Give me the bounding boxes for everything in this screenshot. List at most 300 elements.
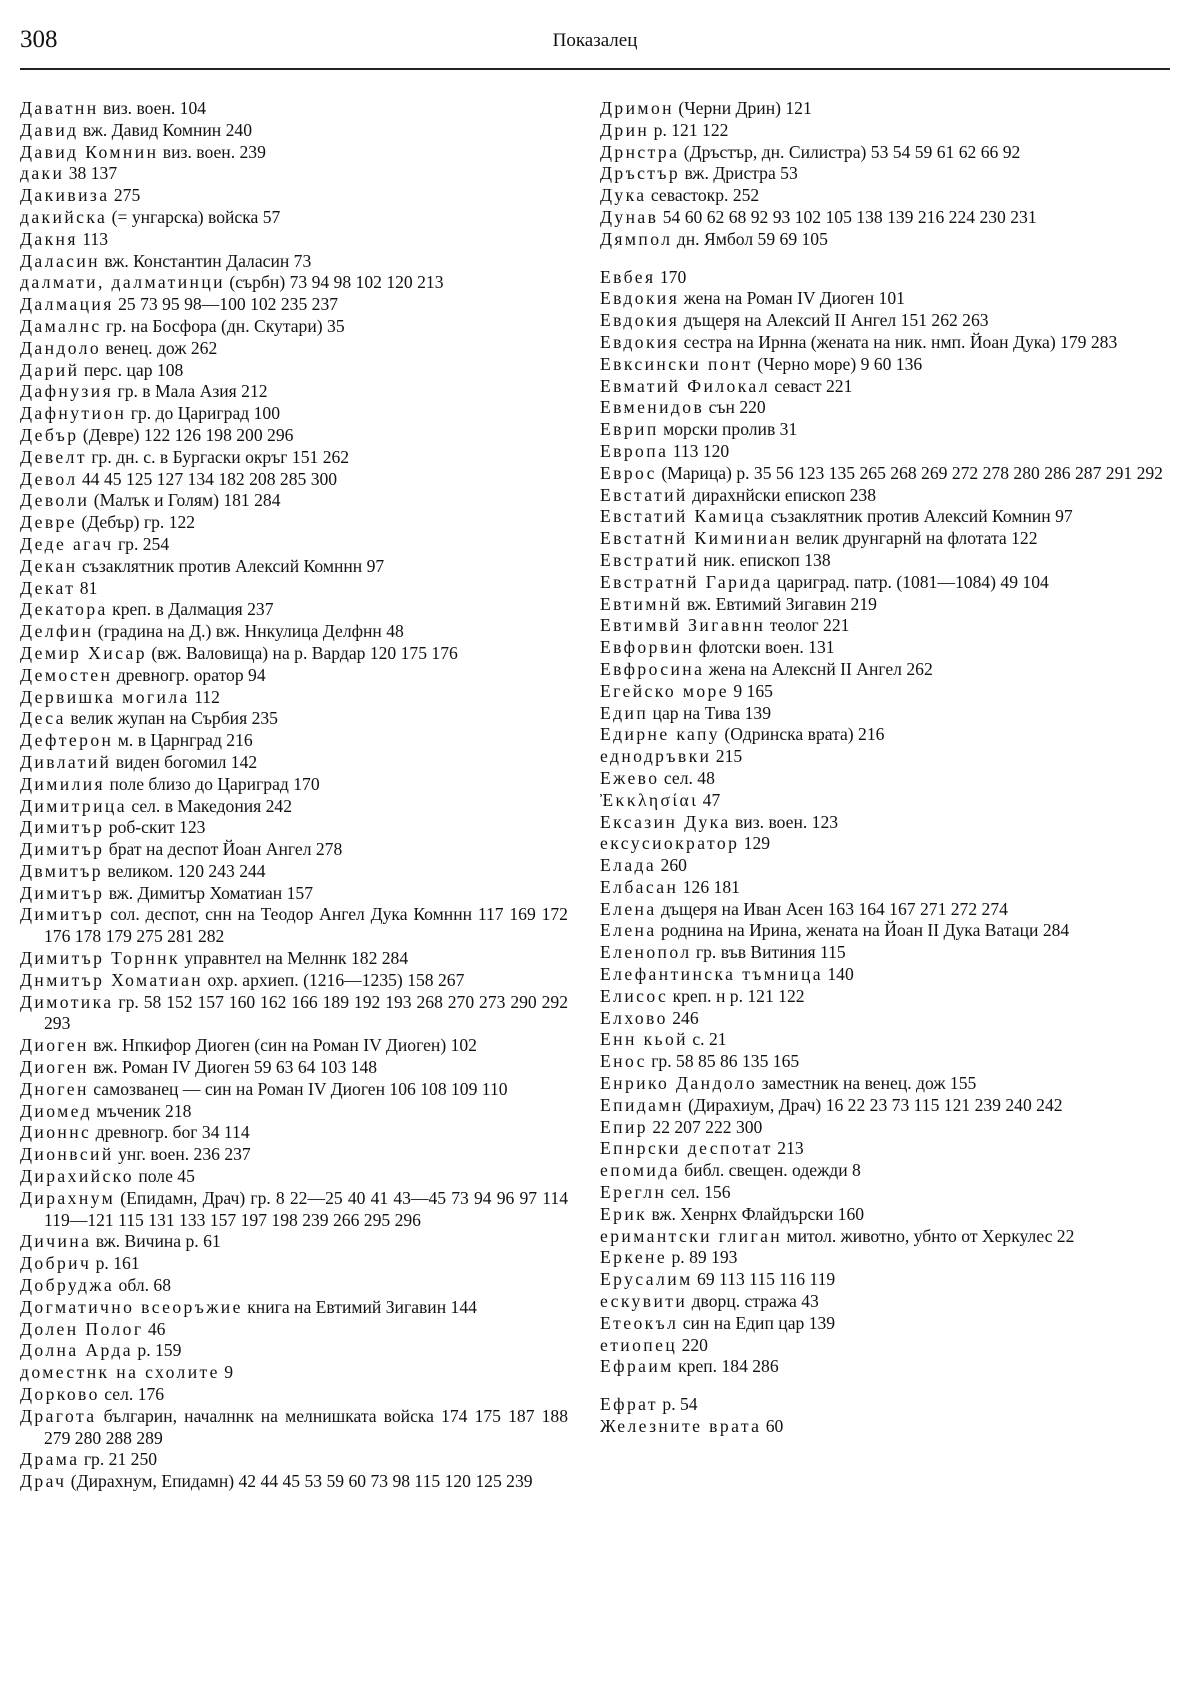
index-entry bbox=[20, 883, 568, 905]
index-entry bbox=[20, 1122, 568, 1144]
entry-headword: Дирахийско bbox=[20, 1166, 134, 1187]
entry-text: древногр. бог 34 114 bbox=[95, 1122, 250, 1143]
entry-text: българин, началннк на мелнишката войска 174 175 187 188 279 280 288 289 bbox=[44, 1405, 568, 1448]
entry-headword: Евменидов bbox=[600, 397, 705, 418]
entry-text: самозванец — син на Роман IV Диоген 106 108 109 110 bbox=[93, 1078, 508, 1099]
entry-headword: Евбея bbox=[600, 266, 656, 287]
index-entry bbox=[20, 752, 568, 774]
entry-headword: Дебър bbox=[20, 424, 79, 445]
entry-headword: ескувити bbox=[600, 1291, 688, 1312]
entry-headword: Ереглн bbox=[600, 1182, 667, 1203]
index-entry bbox=[20, 1079, 568, 1101]
entry-headword: Дамалнс bbox=[20, 315, 102, 336]
entry-headword: Ежево bbox=[600, 767, 660, 788]
index-entry bbox=[20, 490, 568, 512]
entry-text: 81 bbox=[79, 577, 98, 598]
index-entry bbox=[20, 774, 568, 796]
entry-text: роб-скит 123 bbox=[108, 817, 206, 838]
index-entry bbox=[20, 708, 568, 730]
entry-headword: Епидамн bbox=[600, 1094, 684, 1115]
index-entry bbox=[20, 1057, 568, 1079]
index-entry bbox=[600, 899, 1166, 921]
index-entry bbox=[600, 572, 1166, 594]
index-entry bbox=[20, 730, 568, 752]
index-entry bbox=[600, 920, 1166, 942]
index-entry bbox=[20, 1319, 568, 1341]
entry-headword: Дакивиза bbox=[20, 185, 110, 206]
index-entry bbox=[600, 1416, 1166, 1438]
entry-headword: Дичина bbox=[20, 1231, 92, 1252]
index-entry bbox=[20, 1144, 568, 1166]
index-entry bbox=[20, 120, 568, 142]
entry-headword: Давид bbox=[20, 119, 79, 140]
entry-headword: Еленопол bbox=[600, 942, 692, 963]
entry-text: вж. Давид Комнин 240 bbox=[82, 119, 253, 140]
entry-headword: Диоген bbox=[20, 1057, 89, 1078]
entry-headword: Димитър Торннк bbox=[20, 948, 180, 969]
entry-text: 9 165 bbox=[733, 680, 773, 701]
entry-text: 140 bbox=[827, 964, 854, 985]
entry-headword: Девол bbox=[20, 468, 78, 489]
index-entry bbox=[600, 1138, 1166, 1160]
entry-headword: Драч bbox=[20, 1471, 67, 1492]
entry-text: гр. във Витиния 115 bbox=[695, 942, 846, 963]
index-entry bbox=[600, 332, 1166, 354]
entry-headword: епомида bbox=[600, 1160, 680, 1181]
entry-headword: Даватнн bbox=[20, 98, 99, 118]
entry-headword: Епир bbox=[600, 1116, 648, 1137]
entry-text: (Марица) р. 35 56 123 135 265 268 269 272 278 280 286 287 291 292 bbox=[661, 462, 1163, 483]
index-entry bbox=[20, 1340, 568, 1362]
entry-text: дирахнйски епископ 238 bbox=[692, 484, 877, 505]
index-entry bbox=[600, 790, 1166, 812]
entry-text: (Девре) 122 126 198 200 296 bbox=[82, 424, 294, 445]
index-entry bbox=[20, 1471, 568, 1493]
entry-headword: Елена bbox=[600, 920, 657, 941]
entry-text: виз. воен. 123 bbox=[734, 811, 839, 832]
entry-text: (Дръстър, дн. Силистра) 53 54 59 61 62 66 92 bbox=[683, 141, 1021, 162]
entry-headword: Деде агач bbox=[20, 533, 114, 554]
index-entry bbox=[20, 643, 568, 665]
entry-text: древногр. оратор 94 bbox=[116, 664, 266, 685]
entry-text: (Черно море) 9 60 136 bbox=[757, 353, 923, 374]
entry-headword: Евдокия bbox=[600, 288, 680, 309]
entry-headword: доместнк на схолите bbox=[20, 1362, 220, 1383]
index-entry bbox=[600, 1335, 1166, 1357]
index-entry bbox=[20, 207, 568, 229]
index-entry bbox=[600, 1394, 1166, 1416]
index-entry bbox=[20, 1362, 568, 1384]
entry-headword: Двмитър bbox=[20, 860, 103, 881]
entry-headword: Дефтерон bbox=[20, 730, 114, 751]
entry-text: 113 120 bbox=[672, 440, 730, 461]
entry-headword: Елисос bbox=[600, 985, 669, 1006]
index-entry bbox=[600, 397, 1166, 419]
index-entry bbox=[20, 469, 568, 491]
page-title: Показалец bbox=[552, 30, 638, 51]
entry-headword: Дунав bbox=[600, 206, 659, 227]
entry-text: (Малък и Голям) 181 284 bbox=[93, 490, 281, 511]
entry-text: гр. 21 250 bbox=[83, 1449, 158, 1470]
entry-text: виз. воен. 239 bbox=[162, 141, 266, 162]
entry-headword: Етеокъл bbox=[600, 1312, 679, 1333]
index-entry bbox=[20, 447, 568, 469]
entry-text: вж. Димитър Хоматиан 157 bbox=[108, 882, 314, 903]
entry-text: поле 45 bbox=[138, 1166, 195, 1187]
index-entry bbox=[600, 637, 1166, 659]
index-entry bbox=[20, 1297, 568, 1319]
index-entry bbox=[600, 506, 1166, 528]
index-entry bbox=[20, 839, 568, 861]
index-entry bbox=[20, 229, 568, 251]
entry-headword: Железните врата bbox=[600, 1416, 762, 1437]
entry-headword: Дафнузия bbox=[20, 381, 114, 402]
entry-text: цариград. патр. (1081—1084) 49 104 bbox=[777, 571, 1049, 592]
index-entry bbox=[600, 1269, 1166, 1291]
entry-text: (вж. Валовища) на р. Вардар 120 175 176 bbox=[151, 642, 458, 663]
entry-headword: Евдокия bbox=[600, 310, 680, 331]
entry-text: велик друнгарнй на флотата 122 bbox=[795, 528, 1038, 549]
entry-headword: Евстатий Камица bbox=[600, 506, 767, 527]
index-entry bbox=[20, 403, 568, 425]
entry-text: дн. Ямбол 59 69 105 bbox=[676, 228, 828, 249]
index-entry bbox=[20, 163, 568, 185]
entry-text: гр. в Мала Азия 212 bbox=[117, 381, 268, 402]
entry-text: р. 121 122 bbox=[653, 119, 729, 140]
entry-text: 60 bbox=[765, 1416, 784, 1437]
index-entry bbox=[600, 419, 1166, 441]
entry-headword: Ерик bbox=[600, 1203, 648, 1224]
entry-text: сън 220 bbox=[708, 397, 766, 418]
entry-text: р. 89 193 bbox=[671, 1247, 738, 1268]
entry-text: гр. 254 bbox=[117, 533, 170, 554]
entry-text: вж. Нпкифор Диоген (син на Роман IV Диоген) 102 bbox=[93, 1035, 477, 1056]
entry-headword: етиопец bbox=[600, 1334, 678, 1355]
entry-headword: Девелт bbox=[20, 446, 87, 467]
index-entry bbox=[600, 1117, 1166, 1139]
entry-text: брат на деспот Йоан Ангел 278 bbox=[108, 839, 343, 860]
entry-headword: Егейско море bbox=[600, 680, 729, 701]
entry-headword: Елбасан bbox=[600, 876, 679, 897]
entry-headword: Догматично всеоръжие bbox=[20, 1296, 243, 1317]
index-entry bbox=[20, 1231, 568, 1253]
index-entry bbox=[20, 796, 568, 818]
index-entry bbox=[20, 360, 568, 382]
entry-text: ник. епископ 138 bbox=[703, 549, 831, 570]
entry-text: обл. 68 bbox=[118, 1275, 172, 1296]
index-entry bbox=[600, 659, 1166, 681]
entry-headword: Енн кьой bbox=[600, 1029, 688, 1050]
entry-headword: Дноген bbox=[20, 1078, 89, 1099]
entry-text: креп. 184 286 bbox=[678, 1356, 779, 1377]
entry-headword: Деволи bbox=[20, 490, 90, 511]
entry-headword: Делфин bbox=[20, 621, 94, 642]
entry-headword: Ἐκκλησίαι bbox=[600, 789, 699, 810]
entry-text: (Черни Дрин) 121 bbox=[678, 98, 812, 118]
index-entry bbox=[600, 1226, 1166, 1248]
entry-text: (= унгарска) войска 57 bbox=[111, 206, 281, 227]
entry-headword: Димитър bbox=[20, 839, 105, 860]
entry-headword: Дрнстра bbox=[600, 141, 680, 162]
entry-text: 46 bbox=[147, 1318, 166, 1339]
index-entry bbox=[20, 904, 568, 948]
entry-headword: Ерусалим bbox=[600, 1269, 693, 1290]
entry-headword: Енрико Дандоло bbox=[600, 1073, 758, 1094]
entry-text: великом. 120 243 244 bbox=[107, 860, 266, 881]
index-entry bbox=[20, 142, 568, 164]
entry-text: цар на Тива 139 bbox=[652, 702, 771, 723]
index-entry bbox=[600, 681, 1166, 703]
index-entry bbox=[600, 267, 1166, 289]
entry-headword: Еркене bbox=[600, 1247, 668, 1268]
entry-headword: даки bbox=[20, 163, 65, 184]
index-entry bbox=[600, 1051, 1166, 1073]
entry-text: 213 bbox=[777, 1138, 804, 1159]
index-entry bbox=[20, 970, 568, 992]
entry-headword: Евстатий bbox=[600, 484, 688, 505]
entry-headword: Дервишка могила bbox=[20, 686, 190, 707]
entry-text: с. 21 bbox=[692, 1029, 727, 1050]
entry-headword: Далмация bbox=[20, 294, 114, 315]
index-entry bbox=[600, 528, 1166, 550]
index-entry bbox=[600, 441, 1166, 463]
entry-text: 112 bbox=[194, 686, 220, 707]
index-entry bbox=[600, 1247, 1166, 1269]
entry-headword: Еврос bbox=[600, 462, 657, 483]
index-entry bbox=[600, 1182, 1166, 1204]
entry-text: м. в Царнград 216 bbox=[117, 730, 253, 751]
entry-text: (Епидамн, Драч) гр. 8 22—25 40 41 43—45 73 94 96 97 114 119—121 115 131 133 157 197 198 239 266 295 296 bbox=[44, 1187, 568, 1230]
index-entry bbox=[20, 1035, 568, 1057]
entry-headword: Дримон bbox=[600, 98, 674, 118]
entry-text: венец. дож 262 bbox=[105, 337, 218, 358]
entry-text: гр. на Босфора (дн. Скутари) 35 bbox=[106, 315, 345, 336]
entry-headword: Димитър bbox=[20, 817, 105, 838]
entry-text: жена на Алекснй II Ангел 262 bbox=[708, 658, 933, 679]
entry-text: р. 159 bbox=[137, 1340, 182, 1361]
entry-headword: Дакня bbox=[20, 228, 78, 249]
entry-text: дворц. стража 43 bbox=[691, 1291, 819, 1312]
entry-text: 69 113 115 116 119 bbox=[697, 1269, 836, 1290]
entry-text: сестра на Ирнна (жената на ник. нмп. Йоан Дука) 179 283 bbox=[683, 331, 1118, 352]
entry-text: сел. 156 bbox=[670, 1182, 731, 1203]
index-entry bbox=[600, 550, 1166, 572]
index-entry bbox=[600, 120, 1166, 142]
entry-headword: Евматий Филокал bbox=[600, 375, 770, 396]
entry-text: (Одринска врата) 216 bbox=[724, 724, 885, 745]
index-entry bbox=[20, 316, 568, 338]
entry-headword: Долен Полог bbox=[20, 1318, 144, 1339]
entry-text: охр. архиеп. (1216—1235) 158 267 bbox=[207, 969, 465, 990]
index-entry bbox=[20, 1188, 568, 1232]
entry-headword: Едирне капу bbox=[600, 724, 721, 745]
index-entry bbox=[600, 812, 1166, 834]
entry-text: креп. н р. 121 122 bbox=[672, 985, 805, 1006]
entry-text: вж. Хенрнх Флайдърски 160 bbox=[651, 1203, 865, 1224]
page-number: 308 bbox=[20, 26, 58, 53]
index-entry bbox=[600, 207, 1166, 229]
entry-text: вж. Вичина р. 61 bbox=[95, 1231, 221, 1252]
entry-text: морски пролив 31 bbox=[663, 419, 798, 440]
entry-text: гр. 58 85 86 135 165 bbox=[651, 1051, 800, 1072]
entry-text: дъщеря на Алексий II Ангел 151 262 263 bbox=[683, 310, 989, 331]
entry-headword: Девре bbox=[20, 512, 77, 533]
entry-headword: Енос bbox=[600, 1051, 647, 1072]
index-entry bbox=[20, 185, 568, 207]
entry-text: гр. до Цариград 100 bbox=[130, 403, 280, 424]
entry-text: 275 bbox=[113, 185, 141, 206]
entry-headword: Декат bbox=[20, 577, 76, 598]
entry-headword: Евстратий bbox=[600, 549, 699, 570]
entry-headword: Декатора bbox=[20, 599, 108, 620]
entry-text: 9 bbox=[224, 1362, 234, 1383]
entry-headword: Дирахнум bbox=[20, 1187, 116, 1208]
index-entry bbox=[600, 877, 1166, 899]
entry-text: перс. цар 108 bbox=[83, 359, 184, 380]
entry-headword: Ефраим bbox=[600, 1356, 674, 1377]
entry-text: креп. в Далмация 237 bbox=[112, 599, 274, 620]
entry-text: книга на Евтимий Зигавин 144 bbox=[247, 1296, 477, 1317]
entry-text: 25 73 95 98—100 102 235 237 bbox=[118, 294, 339, 315]
entry-headword: дакийска bbox=[20, 206, 108, 227]
entry-text: митол. животно, убнто от Херкулес 22 bbox=[786, 1225, 1075, 1246]
entry-text: сел. 48 bbox=[663, 767, 715, 788]
entry-headword: Евстратнй Гарида bbox=[600, 571, 773, 592]
index-entry bbox=[20, 817, 568, 839]
index-entry bbox=[600, 703, 1166, 725]
entry-text: 44 45 125 127 134 182 208 285 300 bbox=[81, 468, 338, 489]
entry-headword: Дионнс bbox=[20, 1122, 92, 1143]
entry-headword: Дионвсий bbox=[20, 1144, 114, 1165]
index-entry bbox=[600, 768, 1166, 790]
index-entry bbox=[600, 354, 1166, 376]
index-entry bbox=[600, 1073, 1166, 1095]
entry-text: гр. 58 152 157 160 162 166 189 192 193 268 270 273 290 292 293 bbox=[44, 991, 568, 1034]
entry-text: унг. воен. 236 237 bbox=[118, 1144, 251, 1165]
index-entry bbox=[600, 229, 1166, 251]
entry-headword: Демир Хисар bbox=[20, 642, 147, 663]
entry-headword: Елхово bbox=[600, 1007, 668, 1028]
entry-text: 126 181 bbox=[682, 876, 740, 897]
index-entry bbox=[600, 986, 1166, 1008]
entry-text: библ. свещен. одежди 8 bbox=[684, 1160, 861, 1181]
index-entry bbox=[20, 948, 568, 970]
entry-headword: далмати, далматинци bbox=[20, 272, 225, 293]
index-entry bbox=[600, 724, 1166, 746]
entry-headword: Даласин bbox=[20, 250, 100, 271]
entry-text: заместник на венец. дож 155 bbox=[761, 1073, 977, 1094]
entry-text: 47 bbox=[702, 789, 721, 810]
index-entry bbox=[600, 1356, 1166, 1378]
index-column-right bbox=[600, 98, 1166, 1438]
index-entry bbox=[600, 288, 1166, 310]
entry-headword: Елена bbox=[600, 898, 657, 919]
entry-text: флотски воен. 131 bbox=[698, 637, 835, 658]
entry-text: роднина на Ирина, жената на Йоан II Дука Ватаци 284 bbox=[660, 920, 1070, 941]
entry-headword: Едип bbox=[600, 702, 649, 723]
index-entry bbox=[20, 534, 568, 556]
entry-headword: Дямпол bbox=[600, 228, 673, 249]
entry-headword: Димитрица bbox=[20, 795, 127, 816]
entry-headword: Давид Комнин bbox=[20, 141, 159, 162]
entry-text: син на Едип цар 139 bbox=[682, 1312, 836, 1333]
entry-text: 129 bbox=[743, 833, 771, 854]
entry-text: вж. Константин Даласин 73 bbox=[104, 250, 312, 271]
index-entry bbox=[600, 942, 1166, 964]
entry-text: 54 60 62 68 92 93 102 105 138 139 216 224 230 231 bbox=[662, 206, 1037, 227]
entry-headword: Дука bbox=[600, 185, 647, 206]
entry-text: (градина на Д.) вж. Ннкулица Делфнн 48 bbox=[97, 621, 404, 642]
entry-headword: Декан bbox=[20, 555, 78, 576]
entry-text: (сърбн) 73 94 98 102 120 213 bbox=[229, 272, 444, 293]
entry-text: 38 137 bbox=[68, 163, 118, 184]
entry-headword: ексусиократор bbox=[600, 833, 740, 854]
entry-headword: Еврип bbox=[600, 419, 659, 440]
page-header bbox=[20, 20, 1170, 70]
entry-headword: Евтимвй Зигавнн bbox=[600, 615, 766, 636]
index-entry bbox=[600, 1291, 1166, 1313]
entry-headword: Дарий bbox=[20, 359, 80, 380]
entry-headword: Добруджа bbox=[20, 1275, 115, 1296]
entry-headword: Днмитър Хоматиан bbox=[20, 969, 204, 990]
entry-headword: Димитър bbox=[20, 882, 105, 903]
index-column-left bbox=[20, 98, 568, 1493]
entry-headword: Добрич bbox=[20, 1253, 92, 1274]
entry-headword: Долна Арда bbox=[20, 1340, 133, 1361]
index-entry bbox=[20, 381, 568, 403]
index-entry bbox=[600, 310, 1166, 332]
index-entry bbox=[600, 185, 1166, 207]
entry-text: 22 207 222 300 bbox=[652, 1116, 763, 1137]
entry-text: р. 54 bbox=[662, 1394, 698, 1415]
index-entry bbox=[20, 272, 568, 294]
entry-headword: Евксински понт bbox=[600, 353, 753, 374]
entry-headword: еримантски глиган bbox=[600, 1225, 783, 1246]
entry-headword: Евфорвин bbox=[600, 637, 695, 658]
entry-headword: Ексазин Дука bbox=[600, 811, 731, 832]
entry-headword: Ефрат bbox=[600, 1394, 658, 1415]
index-entry bbox=[20, 687, 568, 709]
index-entry bbox=[20, 578, 568, 600]
entry-headword: Евфросина bbox=[600, 658, 705, 679]
index-entry bbox=[20, 98, 568, 120]
entry-text: мъченик 218 bbox=[96, 1100, 192, 1121]
index-entry bbox=[600, 1160, 1166, 1182]
entry-headword: Дорково bbox=[20, 1384, 100, 1405]
index-entry bbox=[20, 665, 568, 687]
index-entry bbox=[600, 463, 1166, 485]
entry-headword: Драгота bbox=[20, 1405, 97, 1426]
entry-headword: Дивлатий bbox=[20, 751, 112, 772]
index-entry bbox=[20, 1166, 568, 1188]
entry-text: 246 bbox=[672, 1007, 699, 1028]
entry-text: гр. дн. с. в Бургаски окръг 151 262 bbox=[91, 446, 350, 467]
index-entry bbox=[600, 746, 1166, 768]
entry-text: дъщеря на Иван Асен 163 164 167 271 272 274 bbox=[660, 898, 1008, 919]
index-entry bbox=[600, 1204, 1166, 1226]
index-entry bbox=[20, 1101, 568, 1123]
entry-headword: Европа bbox=[600, 440, 669, 461]
entry-text: теолог 221 bbox=[769, 615, 850, 636]
entry-headword: еднодръвки bbox=[600, 746, 712, 767]
index-entry bbox=[600, 485, 1166, 507]
index-entry bbox=[20, 992, 568, 1036]
entry-text: сол. деспот, снн на Теодор Ангел Дука Комннн 117 169 172 176 178 179 275 281 282 bbox=[44, 904, 568, 947]
entry-headword: Деса bbox=[20, 708, 66, 729]
index-entry bbox=[20, 1384, 568, 1406]
index-entry bbox=[600, 1095, 1166, 1117]
entry-text: 113 bbox=[82, 228, 109, 249]
